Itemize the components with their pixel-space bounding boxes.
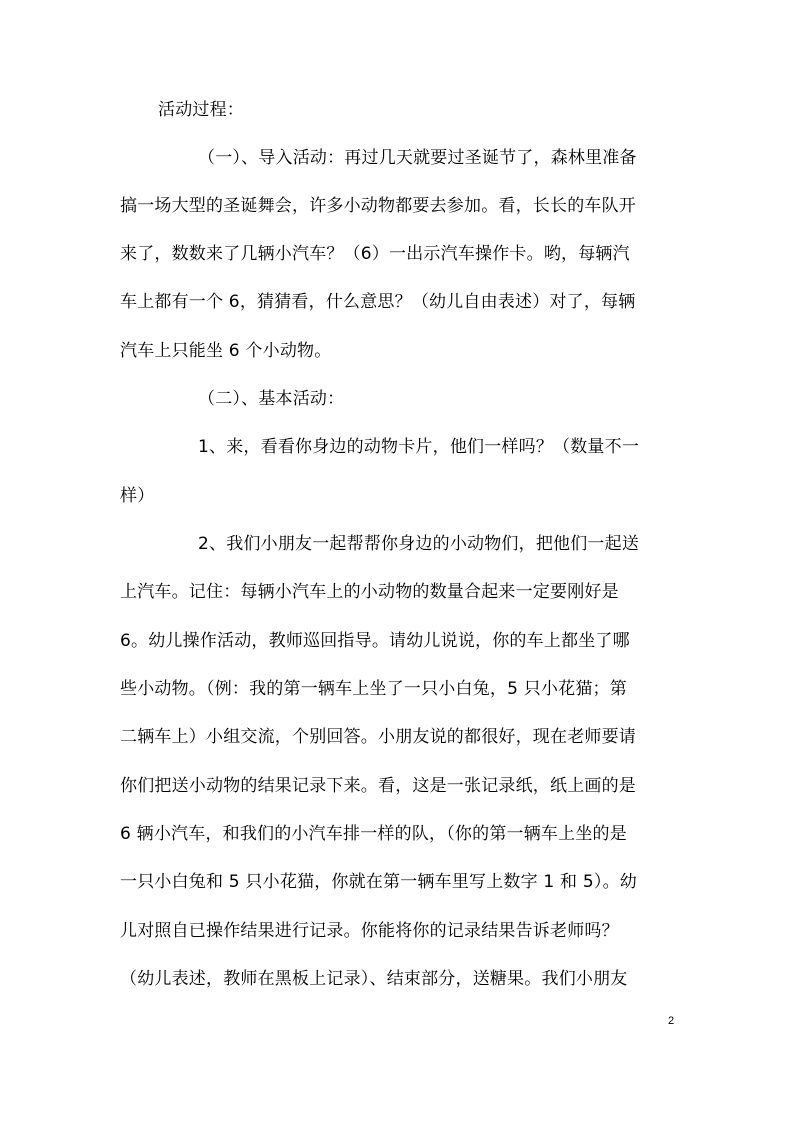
paragraph-line: 二辆车上）小组交流，个别回答。小朋友说的都很好，现在老师要请 (120, 727, 636, 747)
paragraph-line: 1、来，看看你身边的动物卡片，他们一样吗？（数量不一 (198, 437, 640, 457)
paragraph-line: 2、我们小朋友一起帮帮你身边的小动物们，把他们一起送 (198, 534, 640, 554)
paragraph-line: 一只小白兔和 5 只小花猫，你就在第一辆车里写上数字 1 和 5）。幼 (120, 872, 637, 892)
paragraph-line: 车上都有一个 6，猜猜看，什么意思？（幼儿自由表述）对了，每辆 (120, 292, 636, 312)
section-heading-activity-process: 活动过程： (158, 100, 244, 120)
paragraph-line: 些小动物。（例：我的第一辆车上坐了一只小白兔，5 只小花猫；第 (120, 679, 627, 699)
paragraph-line: 6 辆小汽车，和我们的小汽车排一样的队，（你的第一辆车上坐的是 (120, 824, 627, 844)
page-number: 2 (668, 1015, 675, 1027)
paragraph-line: 儿对照自已操作结果进行记录。你能将你的记录结果告诉老师吗？ (120, 921, 619, 941)
paragraph-line: 汽车上只能坐 6 个小动物。 (120, 341, 332, 361)
paragraph-line: （一）、导入活动：再过几天就要过圣诞节了，森林里准备 (198, 148, 637, 168)
paragraph-line: 样） (120, 486, 155, 506)
paragraph-line: 你们把送小动物的结果记录下来。看，这是一张记录纸，纸上画的是 (120, 776, 636, 796)
paragraph-line: 搞一场大型的圣诞舞会，许多小动物都要去参加。看，长长的车队开 (120, 196, 636, 216)
section-heading-basic-activity: （二）、基本活动： (198, 389, 345, 409)
paragraph-line: （幼儿表述，教师在黑板上记录）、结束部分，送糖果。我们小朋友 (120, 969, 628, 989)
paragraph-line: 6。幼儿操作活动，教师巡回指导。请幼儿说说，你的车上都坐了哪 (120, 631, 630, 651)
paragraph-line: 来了，数数来了几辆小汽车？（6）一出示汽车操作卡。哟，每辆汽 (120, 244, 630, 264)
paragraph-line: 上汽车。记住：每辆小汽车上的小动物的数量合起来一定要刚好是 (120, 582, 619, 602)
